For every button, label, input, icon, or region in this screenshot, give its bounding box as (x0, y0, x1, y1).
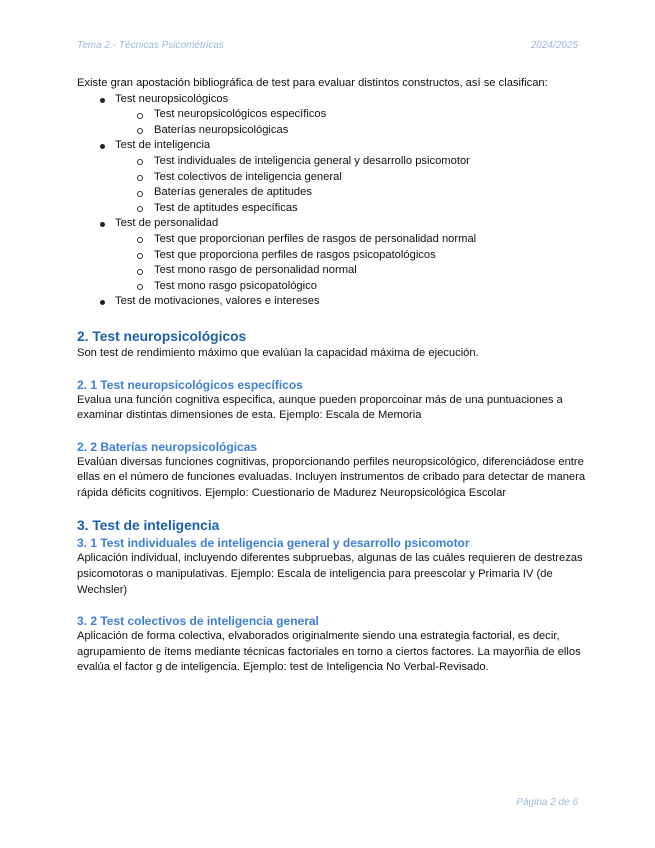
page-footer (77, 797, 578, 808)
classification-subitem: Test mono rasgo de personalidad normal (77, 263, 587, 279)
section-3-heading: 3. Test de inteligencia (77, 518, 220, 534)
page-header (77, 40, 578, 51)
classification-subitem: Test neuropsicológicos específicos (77, 107, 587, 123)
classification-subitem: Test que proporciona perfiles de rasgos psicopatológicos (77, 248, 587, 264)
section-3-2-body: Aplicación de forma colectiva, elvaborados originalmente siendo una estrategia factorial, es decir, agrupamiento de ítems mediante técnicas factoriales en torno a ciertos factores. La mayorñia de ellos evalúa el factor g de inteligencia. Ejemplo: test de Inteligencia No Verbal-Revisado. (77, 630, 581, 674)
classification-sublist (115, 107, 587, 138)
classification-sublist (115, 154, 587, 216)
section-2-2-heading: 2. 2 Baterías neuropsicológicas (77, 439, 258, 454)
classification-item-label: Test de personalidad (115, 217, 219, 230)
classification-item-label: Test de inteligencia (115, 139, 211, 152)
classification-subitem: Test de aptitudes específicas (77, 201, 587, 217)
page-content (77, 76, 587, 676)
section-2-2-body: Evalúan diversas funciones cognitivas, proporcionando perfiles neuropsicológico, diferenciádose entre ellas en el número de funciones evaluadas. Incluyen instrumentos de cribado para detectar de manera rápida déficits cognitivos. Ejemplo: Cuestionario de Madurez Neuropsicológica Escolar (77, 455, 586, 499)
header-year: 2024/2025 (530, 40, 578, 51)
section-3-2-heading: 3. 2 Test colectivos de inteligencia general (77, 614, 319, 629)
classification-list (77, 92, 587, 310)
classification-item (77, 294, 587, 310)
section-2-heading: 2. Test neuropsicológicos (77, 328, 247, 344)
section-2-body: Son test de rendimiento máximo que evalúan la capacidad máxima de ejecución. (77, 346, 479, 359)
section-2-1-heading: 2. 1 Test neuropsicológicos específicos (77, 377, 303, 392)
classification-subitem: Test mono rasgo psicopatológico (77, 279, 587, 295)
classification-sublist (115, 232, 587, 294)
section-3-1-heading: 3. 1 Test individuales de inteligencia general y desarrollo psicomotor (77, 536, 470, 551)
section-2-1-body: Evalua una función cognitiva especifica, aunque pueden proporcoinar más de una puntuaciones a examinar distintas dimensiones de esta. Ejemplo: Escala de Memoria (77, 393, 563, 422)
classification-subitem: Test que proporcionan perfiles de rasgos de personalidad normal (77, 232, 587, 248)
classification-subitem: Baterías generales de aptitudes (77, 185, 587, 201)
page-number: Página 2 de 6 (516, 797, 578, 808)
section-3-1-body: Aplicación individual, incluyendo diferentes subpruebas, algunas de las cuáles requieren de destrezas psicomotoras o manipulativas. Ejemplo: Escala de inteligencia para preescolar y Primaria IV (de Wechsler) (77, 552, 583, 596)
classification-subitem: Test colectivos de inteligencia general (77, 170, 587, 186)
classification-subitem: Baterías neuropsicológicas (77, 123, 587, 139)
classification-item-label: Test de motivaciones, valores e intereses (115, 295, 320, 308)
classification-item-label: Test neuropsicológicos (115, 92, 229, 105)
header-topic: Tema 2.- Técnicas Psicométricas (77, 40, 224, 51)
classification-item (77, 216, 587, 294)
classification-subitem: Test individuales de inteligencia general y desarrollo psicomotor (77, 154, 587, 170)
classification-item (77, 138, 587, 216)
classification-item (77, 92, 587, 139)
intro-paragraph: Existe gran apostación bibliográfica de test para evaluar distintos constructos, así se clasifican: (77, 77, 548, 89)
